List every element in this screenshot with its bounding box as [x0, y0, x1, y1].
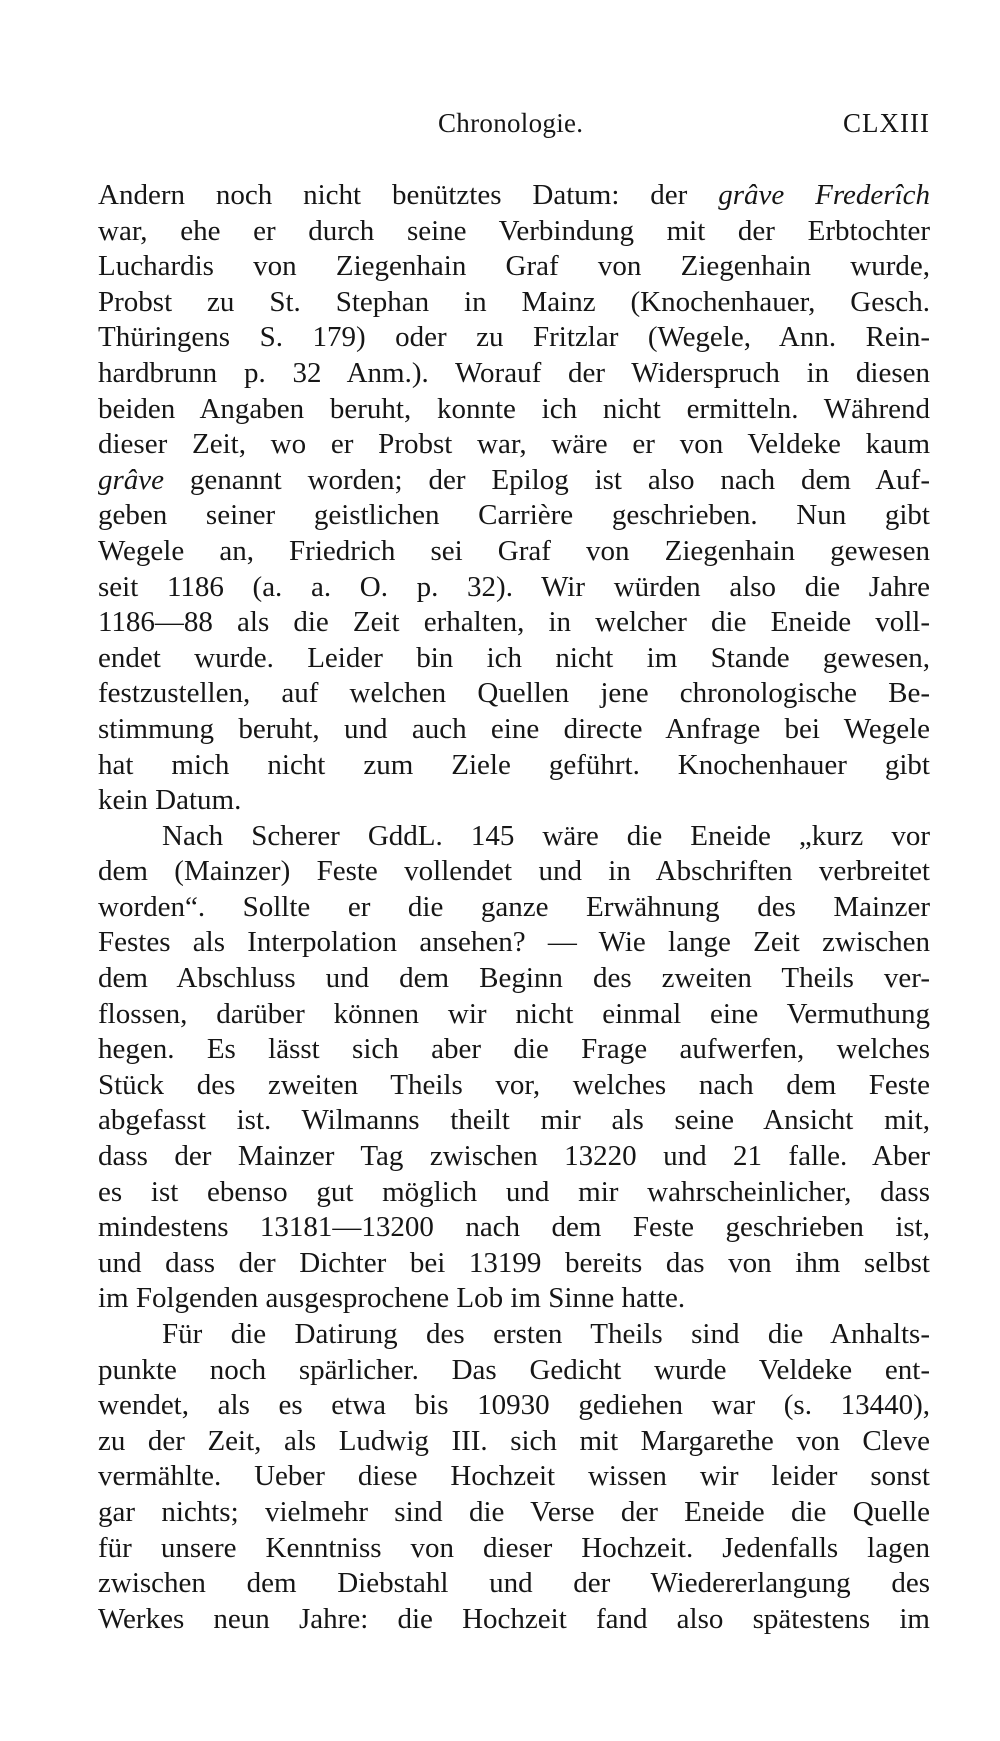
- text-line-3: Luchardis von Ziegenhain Graf von Ziegenhain wurde,: [98, 250, 930, 283]
- text-line-24: flossen, darüber können wir nicht einmal eine Vermuthung: [98, 997, 930, 1030]
- text-line-6: hardbrunn p. 32 Anm.). Worauf der Widerspruch in diesen: [98, 356, 930, 389]
- text-line-10: geben seiner geistlichen Carrière geschrieben. Nun gibt: [98, 499, 930, 532]
- running-head: [98, 108, 930, 148]
- text-line-2: war, ehe er durch seine Verbindung mit der Erbtochter: [98, 214, 930, 247]
- text-line-21: worden“. Sollte er die ganze Erwähnung des Mainzer: [98, 890, 930, 923]
- text-line-16: stimmung beruht, und auch eine directe Anfrage bei Wegele: [98, 712, 930, 745]
- text-line-12: seit 1186 (a. a. O. p. 32). Wir würden also die Jahre: [98, 570, 930, 603]
- text-line-27: abgefasst ist. Wilmanns theilt mir als seine Ansicht mit,: [98, 1104, 930, 1137]
- text-line-11: Wegele an, Friedrich sei Graf von Ziegenhain gewesen: [98, 534, 930, 567]
- text-line-40: zwischen dem Diebstahl und der Wiedererlangung des: [98, 1567, 930, 1600]
- text-line-28: dass der Mainzer Tag zwischen 13220 und 21 falle. Aber: [98, 1140, 930, 1173]
- text-line-30: mindestens 13181—13200 nach dem Feste geschrieben ist,: [98, 1211, 930, 1244]
- text-line-29: es ist ebenso gut möglich und mir wahrscheinlicher, dass: [98, 1175, 930, 1208]
- text-line-18: kein Datum.: [98, 784, 242, 817]
- text-line-14: endet wurde. Leider bin ich nicht im Stande gewesen,: [98, 641, 930, 674]
- text-line-22: Festes als Interpolation ansehen? — Wie lange Zeit zwischen: [98, 926, 930, 959]
- page-number: CLXIII: [843, 108, 930, 138]
- text-line-39: für unsere Kenntniss von dieser Hochzeit. Jedenfalls lagen: [98, 1531, 930, 1564]
- text-line-7: beiden Angaben beruht, konnte ich nicht ermitteln. Während: [98, 392, 930, 425]
- text-line-37: vermählte. Ueber diese Hochzeit wissen wir leider sonst: [98, 1460, 930, 1493]
- text-line-17: hat mich nicht zum Ziele geführt. Knochenhauer gibt: [98, 748, 930, 781]
- text-line-1: Andern noch nicht benütztes Datum: der grâve Frederîch: [98, 179, 931, 211]
- text-line-32: im Folgenden ausgesprochene Lob im Sinne hatte.: [98, 1282, 686, 1315]
- running-title: Chronologie.: [438, 108, 584, 138]
- text-line-34: punkte noch spärlicher. Das Gedicht wurde Veldeke ent-: [98, 1353, 930, 1386]
- body-text: [98, 178, 930, 1637]
- text-line-23: dem Abschluss und dem Beginn des zweiten Theils ver-: [98, 962, 930, 995]
- text-line-4: Probst zu St. Stephan in Mainz (Knochenhauer, Gesch.: [98, 285, 930, 318]
- text-line-31: und dass der Dichter bei 13199 bereits das von ihm selbst: [98, 1246, 930, 1279]
- text-line-5: Thüringens S. 179) oder zu Fritzlar (Wegele, Ann. Rein-: [98, 321, 930, 354]
- text-line-41: Werkes neun Jahre: die Hochzeit fand also spätestens im: [98, 1602, 930, 1635]
- text-line-13: 1186—88 als die Zeit erhalten, in welcher die Eneide voll-: [98, 606, 930, 639]
- text-line-38: gar nichts; vielmehr sind die Verse der Eneide die Quelle: [98, 1495, 930, 1528]
- text-line-9: grâve genannt worden; der Epilog ist also nach dem Auf-: [98, 463, 930, 496]
- text-line-15: festzustellen, auf welchen Quellen jene chronologische Be-: [98, 677, 930, 710]
- text-line-19: Nach Scherer GddL. 145 wäre die Eneide „kurz vor: [162, 819, 930, 852]
- text-line-36: zu der Zeit, als Ludwig III. sich mit Margarethe von Cleve: [98, 1424, 930, 1457]
- text-line-20: dem (Mainzer) Feste vollendet und in Abschriften verbreitet: [98, 855, 930, 888]
- text-line-33: Für die Datirung des ersten Theils sind die Anhalts-: [162, 1318, 930, 1350]
- text-line-25: hegen. Es lässt sich aber die Frage aufwerfen, welches: [98, 1033, 930, 1066]
- text-line-8: dieser Zeit, wo er Probst war, wäre er von Veldeke kaum: [98, 428, 930, 461]
- book-page: [98, 0, 930, 1741]
- text-line-26: Stück des zweiten Theils vor, welches nach dem Feste: [98, 1068, 930, 1101]
- text-line-35: wendet, als es etwa bis 10930 gediehen war (s. 13440),: [98, 1389, 930, 1422]
